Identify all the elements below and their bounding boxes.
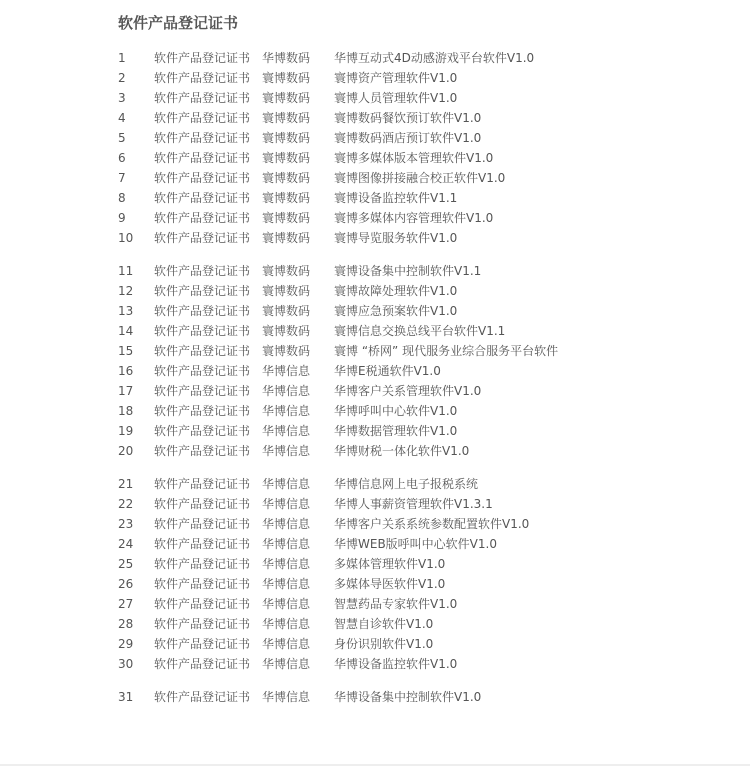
certificate-type: 软件产品登记证书 [154,364,251,378]
certificate-type: 软件产品登记证书 [154,517,251,531]
table-row [118,614,738,634]
company-name: 寰博数码 [262,284,311,298]
certificate-type: 软件产品登记证书 [154,690,251,704]
table-row [118,341,738,361]
certificate-type: 软件产品登记证书 [154,131,251,145]
table-row [118,381,738,401]
row-number: 30 [118,657,134,671]
row-number: 11 [118,264,134,278]
software-name: 华博客户关系系统参数配置软件V1.0 [334,517,530,531]
certificate-type: 软件产品登记证书 [154,264,251,278]
company-name: 华博信息 [262,477,311,491]
software-name: 寰博导览服务软件V1.0 [334,231,458,245]
row-number: 24 [118,537,134,551]
certificate-type: 软件产品登记证书 [154,637,251,651]
software-name: 华博呼叫中心软件V1.0 [334,404,458,418]
certificate-type: 软件产品登记证书 [154,91,251,105]
row-number: 5 [118,131,126,145]
table-row [118,654,738,674]
company-name: 华博信息 [262,597,311,611]
certificate-type: 软件产品登记证书 [154,344,251,358]
certificate-type: 软件产品登记证书 [154,537,251,551]
table-row [118,421,738,441]
table-row [118,128,738,148]
company-name: 华博信息 [262,404,311,418]
certificate-type: 软件产品登记证书 [154,424,251,438]
certificate-type: 软件产品登记证书 [154,284,251,298]
software-name: 华博人事薪资管理软件V1.3.1 [334,497,493,511]
certificate-type: 软件产品登记证书 [154,191,251,205]
row-number: 8 [118,191,126,205]
company-name: 华博信息 [262,557,311,571]
software-name: 寰博应急预案软件V1.0 [334,304,458,318]
table-row [118,68,738,88]
table-row [118,261,738,281]
certificate-type: 软件产品登记证书 [154,577,251,591]
row-number: 27 [118,597,134,611]
table-row [118,48,738,68]
company-name: 华博信息 [262,537,311,551]
certificate-type: 软件产品登记证书 [154,657,251,671]
software-name: 寰博设备集中控制软件V1.1 [334,264,482,278]
table-row [118,168,738,188]
company-name: 寰博数码 [262,191,311,205]
table-row [118,148,738,168]
table-row [118,554,738,574]
table-row [118,321,738,341]
row-number: 31 [118,690,134,704]
row-number: 18 [118,404,134,418]
certificate-type: 软件产品登记证书 [154,444,251,458]
software-name: 华博财税一体化软件V1.0 [334,444,470,458]
software-name: 华博E税通软件V1.0 [334,364,441,378]
certificate-type: 软件产品登记证书 [154,404,251,418]
certificate-type: 软件产品登记证书 [154,324,251,338]
table-row [118,208,738,228]
certificate-table [118,48,738,720]
software-name: 智慧自诊软件V1.0 [334,617,434,631]
row-number: 26 [118,577,134,591]
row-number: 12 [118,284,134,298]
row-number: 29 [118,637,134,651]
certificate-group [118,48,738,248]
row-number: 2 [118,71,126,85]
certificate-type: 软件产品登记证书 [154,211,251,225]
company-name: 寰博数码 [262,111,311,125]
software-name: 华博信息网上电子报税系统 [334,477,479,491]
software-name: 寰博信息交换总线平台软件V1.1 [334,324,506,338]
software-name: 寰博 “桥网” 现代服务业综合服务平台软件 [334,344,559,358]
certificate-type: 软件产品登记证书 [154,384,251,398]
software-name: 寰博图像拼接融合校正软件V1.0 [334,171,506,185]
table-row [118,108,738,128]
company-name: 寰博数码 [262,151,311,165]
certificate-group [118,261,738,461]
software-name: 身份识别软件V1.0 [334,637,434,651]
row-number: 1 [118,51,126,65]
row-number: 23 [118,517,134,531]
company-name: 华博信息 [262,497,311,511]
software-name: 华博客户关系管理软件V1.0 [334,384,482,398]
company-name: 寰博数码 [262,344,311,358]
row-number: 17 [118,384,134,398]
table-row [118,301,738,321]
certificate-type: 软件产品登记证书 [154,51,251,65]
table-row [118,188,738,208]
table-row [118,401,738,421]
company-name: 寰博数码 [262,231,311,245]
company-name: 华博信息 [262,637,311,651]
table-row [118,594,738,614]
table-row [118,281,738,301]
certificate-type: 软件产品登记证书 [154,617,251,631]
row-number: 28 [118,617,134,631]
table-row [118,534,738,554]
table-row [118,361,738,381]
row-number: 13 [118,304,134,318]
table-row [118,474,738,494]
software-name: 寰博数码餐饮预订软件V1.0 [334,111,482,125]
company-name: 寰博数码 [262,131,311,145]
software-name: 寰博多媒体内容管理软件V1.0 [334,211,494,225]
row-number: 19 [118,424,134,438]
software-name: 多媒体导医软件V1.0 [334,577,446,591]
software-name: 寰博数码酒店预订软件V1.0 [334,131,482,145]
certificate-type: 软件产品登记证书 [154,171,251,185]
table-row [118,441,738,461]
row-number: 10 [118,231,134,245]
certificate-type: 软件产品登记证书 [154,597,251,611]
software-name: 寰博人员管理软件V1.0 [334,91,458,105]
company-name: 华博信息 [262,424,311,438]
page-title: 软件产品登记证书 [118,14,239,32]
company-name: 华博信息 [262,384,311,398]
company-name: 华博信息 [262,690,311,704]
company-name: 寰博数码 [262,264,311,278]
company-name: 华博信息 [262,577,311,591]
software-name: 华博设备监控软件V1.0 [334,657,458,671]
software-name: 寰博故障处理软件V1.0 [334,284,458,298]
table-row [118,494,738,514]
software-name: 智慧药品专家软件V1.0 [334,597,458,611]
company-name: 寰博数码 [262,211,311,225]
company-name: 华博信息 [262,657,311,671]
certificate-group [118,474,738,674]
row-number: 20 [118,444,134,458]
company-name: 华博信息 [262,444,311,458]
certificate-type: 软件产品登记证书 [154,497,251,511]
row-number: 7 [118,171,126,185]
certificate-type: 软件产品登记证书 [154,304,251,318]
row-number: 6 [118,151,126,165]
software-name: 华博数据管理软件V1.0 [334,424,458,438]
row-number: 22 [118,497,134,511]
row-number: 15 [118,344,134,358]
company-name: 华博信息 [262,617,311,631]
table-row [118,687,738,707]
row-number: 16 [118,364,134,378]
table-row [118,228,738,248]
certificate-type: 软件产品登记证书 [154,111,251,125]
company-name: 华博信息 [262,364,311,378]
certificate-type: 软件产品登记证书 [154,477,251,491]
software-name: 华博设备集中控制软件V1.0 [334,690,482,704]
software-name: 多媒体管理软件V1.0 [334,557,446,571]
company-name: 寰博数码 [262,324,311,338]
software-name: 华博互动式4D动感游戏平台软件V1.0 [334,51,535,65]
certificate-type: 软件产品登记证书 [154,151,251,165]
table-row [118,634,738,654]
company-name: 华博数码 [262,51,311,65]
certificate-group [118,687,738,707]
row-number: 25 [118,557,134,571]
row-number: 4 [118,111,126,125]
table-row [118,514,738,534]
software-name: 寰博设备监控软件V1.1 [334,191,458,205]
company-name: 寰博数码 [262,171,311,185]
certificate-type: 软件产品登记证书 [154,71,251,85]
row-number: 9 [118,211,126,225]
table-row [118,574,738,594]
company-name: 寰博数码 [262,71,311,85]
row-number: 14 [118,324,134,338]
row-number: 3 [118,91,126,105]
company-name: 寰博数码 [262,91,311,105]
table-row [118,88,738,108]
certificate-type: 软件产品登记证书 [154,557,251,571]
company-name: 寰博数码 [262,304,311,318]
company-name: 华博信息 [262,517,311,531]
row-number: 21 [118,477,134,491]
software-name: 寰博资产管理软件V1.0 [334,71,458,85]
software-name: 寰博多媒体版本管理软件V1.0 [334,151,494,165]
certificate-type: 软件产品登记证书 [154,231,251,245]
software-name: 华博WEB版呼叫中心软件V1.0 [334,537,497,551]
